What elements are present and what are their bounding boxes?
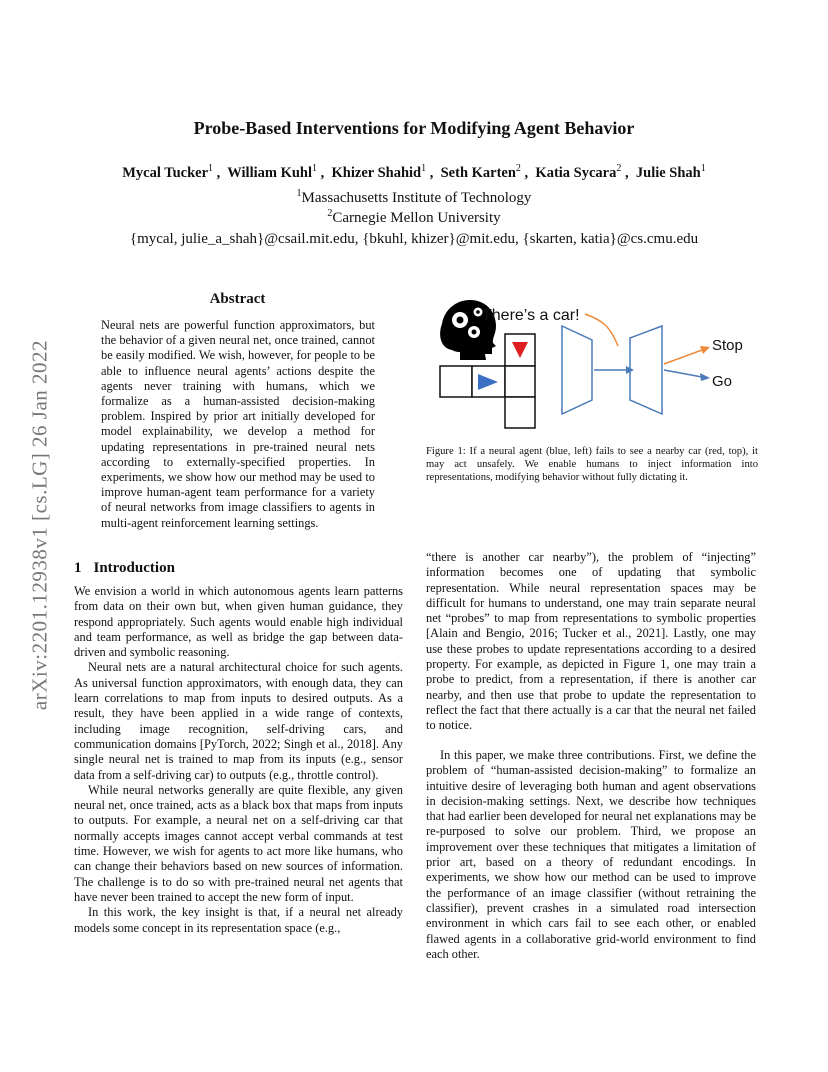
encoder-block bbox=[562, 326, 592, 414]
paper-title: Probe-Based Interventions for Modifying Agent Behavior bbox=[193, 118, 635, 138]
intro-paragraph: While neural networks generally are quite flexible, any given neural net, once trained, acts as a black box that maps from inputs to outputs. For example, a neural net on a self-driving car that normally accepts images cannot accept verbal commands at test time. However, we wish for agents to act more like humans, who can change their behaviors based on new sources of information. The challenge is to do so with pre-trained neural net agents that have never been trained to accept the new form of input. bbox=[74, 782, 403, 904]
author-emails: {mycal, julie_a_shah}@csail.mit.edu, {bkuhl, khizer}@mit.edu, {skarten, katia}@cs.cmu.edu bbox=[129, 231, 699, 247]
abstract-heading: Abstract bbox=[209, 291, 266, 307]
speech-text: There’s a car! bbox=[482, 307, 580, 324]
intro-paragraph: In this paper, we make three contributions. First, we define the problem of “human-assisted decision-making” to formalize an intuitive desire of leveraging both human and agent observations in decision-making settings. Next, we describe how techniques that had earlier been developed for neural net explanations may be re-purposed to solve our problem. Third, we propose an improvement over these techniques that mitigates a limitation of prior art, based on a theory of redundant encodings. In experiments, we show how our method can be used to improve the performance of an image classifier (without retraining the classifier), prevent crashes in a simulated road intersection environment in which cars fail to see each other, or enabled flawed agents in a collaborative grid-world environment to find each other. bbox=[426, 748, 756, 961]
figure-1-caption: Figure 1: If a neural agent (blue, left) fails to see a nearby car (red, top), it may act unsafely. We enable humans to inject information into representations, modifying behavior without fully dictating it. bbox=[426, 446, 758, 483]
decoder-block bbox=[630, 326, 662, 414]
arxiv-stamp-text: arXiv:2201.12938v1 [cs.LG] 26 Jan 2022 bbox=[27, 339, 52, 711]
intro-right-column-2 bbox=[426, 748, 756, 962]
intro-paragraph: We envision a world in which autonomous agents learn patterns from data on their own but, when given human guidance, they respond appropriately. Such agents would enable high individual and team performance, as well as bridge the gap between data-driven and symbolic reasoning. bbox=[74, 584, 403, 660]
go-arrow-head bbox=[700, 373, 710, 381]
intro-right-column bbox=[426, 550, 756, 734]
figure-1-diagram bbox=[430, 290, 760, 435]
author-list: Mycal Tucker$^1$ , William Kuhl$^1$ , Khizer Shahid$^1$ , Seth Karten$^2$ , Katia Sycara$^2$ , Julie Shah$^1$ bbox=[122, 163, 706, 181]
affiliation-cmu: $^2$Carnegie Mellon University bbox=[327, 208, 501, 226]
affiliation-mit: $^1$Massachusetts Institute of Technology bbox=[296, 188, 532, 206]
section-heading: 1 Introduction bbox=[74, 560, 175, 576]
author: Khizer Shahid$^1$ bbox=[331, 163, 427, 181]
arxiv-stamp bbox=[20, 290, 60, 760]
intro-paragraph: In this work, the key insight is that, if a neural net already models some concept in its representation space (e.g., bbox=[74, 905, 403, 935]
abstract-text: Neural nets are powerful function approximators, but the behavior of a given neural net, once trained, cannot be easily modified. We wish, however, for people to be able to influence neural agents’ actions despite the agents never training with humans, which we formalize as a human-assisted decision-making problem. Inspired by prior art initially developed for model explainability, we develop a method for updating representations in pre-trained neural nets according to externally-specified properties. In experiments, we show how our method may be used to improve human-agent team performance for a variety of neural networks from image classifiers to agents in multi-agent reinforcement learning settings. bbox=[101, 318, 375, 530]
go-arrow bbox=[664, 370, 702, 377]
stop-arrow bbox=[664, 350, 702, 364]
go-label: Go bbox=[712, 373, 733, 390]
figure-1 bbox=[430, 290, 760, 435]
author: William Kuhl$^1$ bbox=[227, 163, 318, 181]
author: Katia Sycara$^2$ bbox=[535, 163, 622, 181]
intro-paragraph: “there is another car nearby”), the problem of “injecting” information becomes one of updating that symbolic representation. While neural representation spaces may be difficult for humans to understand, one may train separate neural net “probes” to map from representations to symbolic properties [Alain and Bengio, 2016; Tucker et al., 2021]. Lastly, one may use these probes to update representations according to a desired property. For example, as depicted in Figure 1, one may train a probe to predict, from a representation, if there is another car nearby, and then use that probe to update the representation to reflect the fact that there actually is a car that the neural net failed to notice. bbox=[426, 550, 756, 733]
author: Mycal Tucker$^1$ bbox=[122, 163, 214, 181]
intro-paragraph: Neural nets are a natural architectural choice for such agents. As universal function approximators, with enough data, they can learn correlations to map from inputs to desired outputs. As a result, they have been applied in a wide range of contexts, including image recognition, self-driving cars, and communication domains [PyTorch, 2022; Singh et al., 2018]. Any single neural net is trained to map from its inputs (e.g., sensor data from a self-driving car) to outputs (e.g., throttle control). bbox=[74, 660, 403, 782]
author: Julie Shah$^1$ bbox=[635, 163, 706, 181]
stop-arrow-head bbox=[700, 346, 710, 354]
author: Seth Karten$^2$ bbox=[440, 163, 521, 181]
stop-label: Stop bbox=[712, 337, 743, 354]
intro-left-column bbox=[74, 584, 403, 936]
